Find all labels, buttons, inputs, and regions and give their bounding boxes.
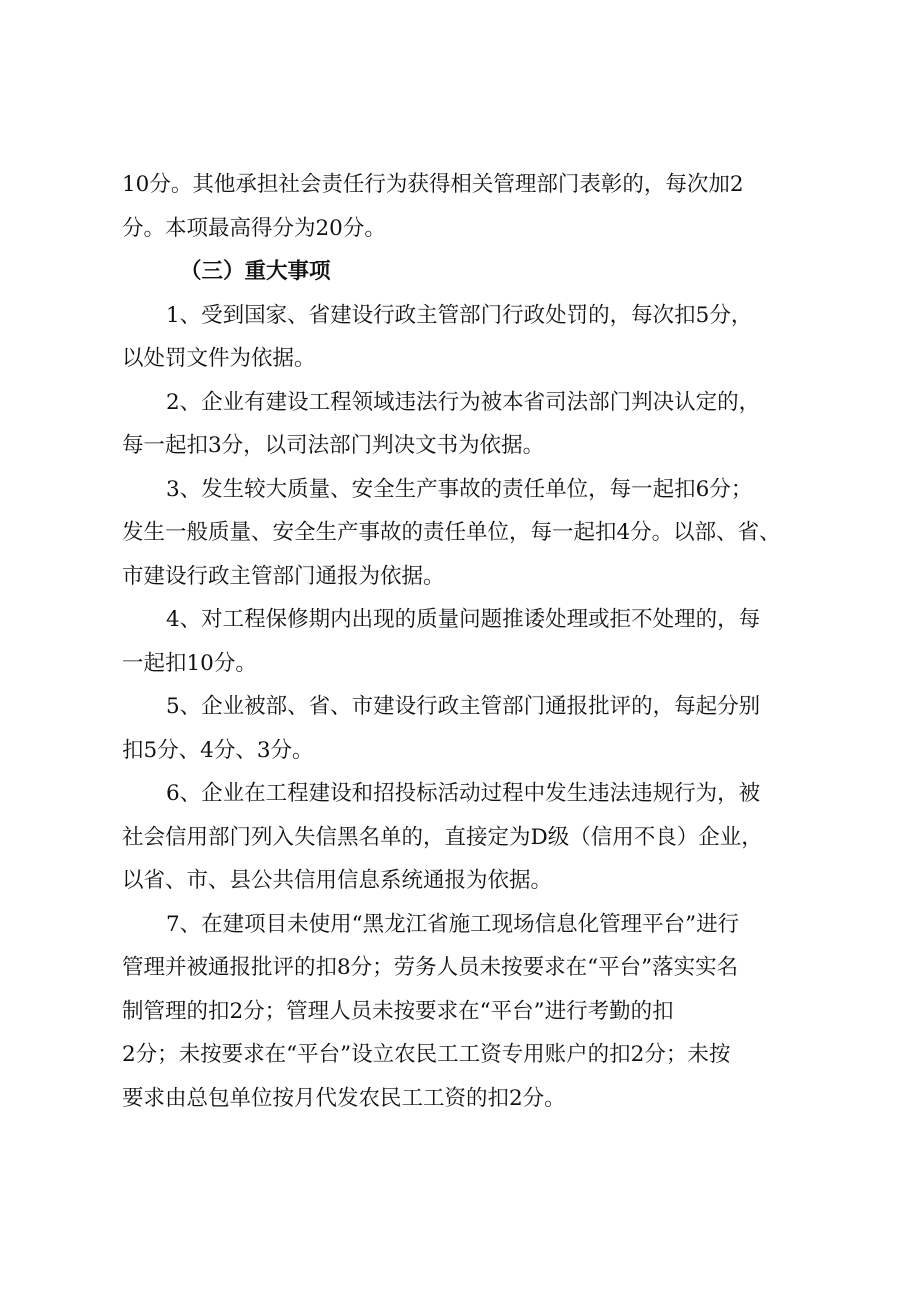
text-line: 5、企业被部、省、市建设行政主管部门通报批评的，每起分别 [166,694,761,719]
text-line: 6、企业在工程建设和招投标活动过程中发生违法违规行为，被 [166,781,761,806]
text-line: 7、在建项目未使用“黑龙江省施工现场信息化管理平台”进行 [166,912,740,937]
text-line: 1、受到国家、省建设行政主管部门行政处罚的，每次扣5分， [166,303,753,328]
text-line: 管理并被通报批评的扣8分；劳务人员未按要求在“平台”落实实名 [122,955,739,980]
text-line: 社会信用部门列入失信黑名单的，直接定为D级（信用不良）企业， [122,825,763,850]
text-line: 一起扣10分。 [122,651,257,676]
text-line: 2分；未按要求在“平台”设立农民工工资专用账户的扣2分；未按 [122,1042,731,1067]
text-line: 4、对工程保修期内出现的质量问题推诿处理或拒不处理的，每 [166,607,761,632]
section-heading: （三）重大事项 [180,259,331,284]
text-line: 市建设行政主管部门通报为依据。 [122,564,445,589]
text-line: 以处罚文件为依据。 [122,346,316,371]
text-line: 以省、市、县公共信用信息系统通报为依据。 [122,868,553,893]
text-line: 每一起扣3分，以司法部门判决文书为依据。 [122,433,545,458]
text-line: 10分。其他承担社会责任行为获得相关管理部门表彰的，每次加2 [122,172,744,197]
text-line: 制管理的扣2分；管理人员未按要求在“平台”进行考勤的扣 [122,999,674,1024]
text-line: 2、企业有建设工程领域违法行为被本省司法部门判决认定的， [166,390,761,415]
text-line: 3、发生较大质量、安全生产事故的责任单位，每一起扣6分； [166,477,753,502]
text-line: 要求由总包单位按月代发农民工工资的扣2分。 [122,1086,566,1111]
text-line: 扣5分、4分、3分。 [122,738,314,763]
text-line: 分。本项最高得分为20分。 [122,216,386,241]
text-line: 发生一般质量、安全生产事故的责任单位，每一起扣4分。以部、省、 [122,520,781,545]
